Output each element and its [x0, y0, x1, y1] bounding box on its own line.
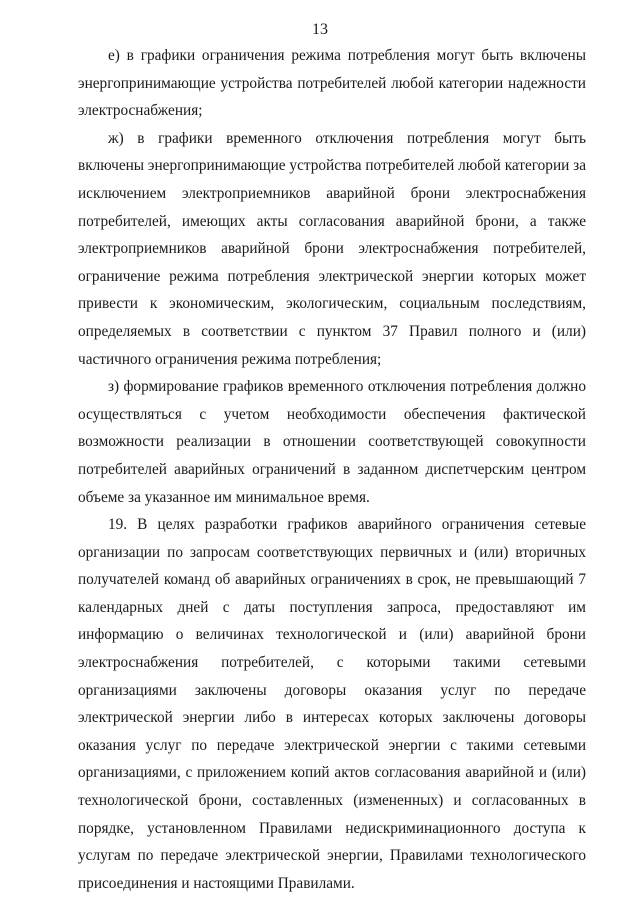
- paragraph-19: 19. В целях разработки графиков аварийного ограничения сетевые организации по запросам соответствующих первичных и (или) вторичных получателей команд об аварийных ограничениях в срок, не превышающий 7 календарных дней с даты поступления запроса, предоставляют им информацию о величинах технологической и (или) аварийной брони электроснабжения потребителей, с которыми такими сетевыми организациями заключены договоры оказания услуг по передаче электрической энергии либо в интересах которых заключены договоры оказания услуг по передаче электрической энергии с такими сетевыми организациями, с приложением копий актов согласования аварийной и (или) технологической брони, составленных (измененных) и согласованных в порядке, установленном Правилами недискриминационного доступа к услугам по передаче электрической энергии, Правилами технологического присоединения и настоящими Правилами.: [78, 516, 586, 892]
- paragraph-zh: ж) в графики временного отключения потребления могут быть включены энергопринимающие устройства потребителей любой категории за исключением электроприемников аварийной брони электроснабжения потребителей, имеющих акты согласования аварийной брони, а также электроприемников аварийной брони электроснабжения потребителей, ограничение режима потребления электрической энергии которых может привести к экономическим, экологическим, социальным последствиям, определяемых в соответствии с пунктом 37 Правил полного и (или) частичного ограничения режима потребления;: [78, 129, 586, 368]
- document-body: [78, 42, 586, 897]
- page-number: 13: [312, 21, 328, 38]
- paragraph-z: з) формирование графиков временного отключения потребления должно осуществляться с учетом необходимости обеспечения фактической возможности реализации в отношении соответствующей совокупности потребителей аварийных ограничений в заданном диспетчерским центром объеме за указанное им минимальное время.: [78, 378, 586, 506]
- paragraph-e: е) в графики ограничения режима потребления могут быть включены энергопринимающие устройства потребителей любой категории надежности электроснабжения;: [78, 47, 586, 120]
